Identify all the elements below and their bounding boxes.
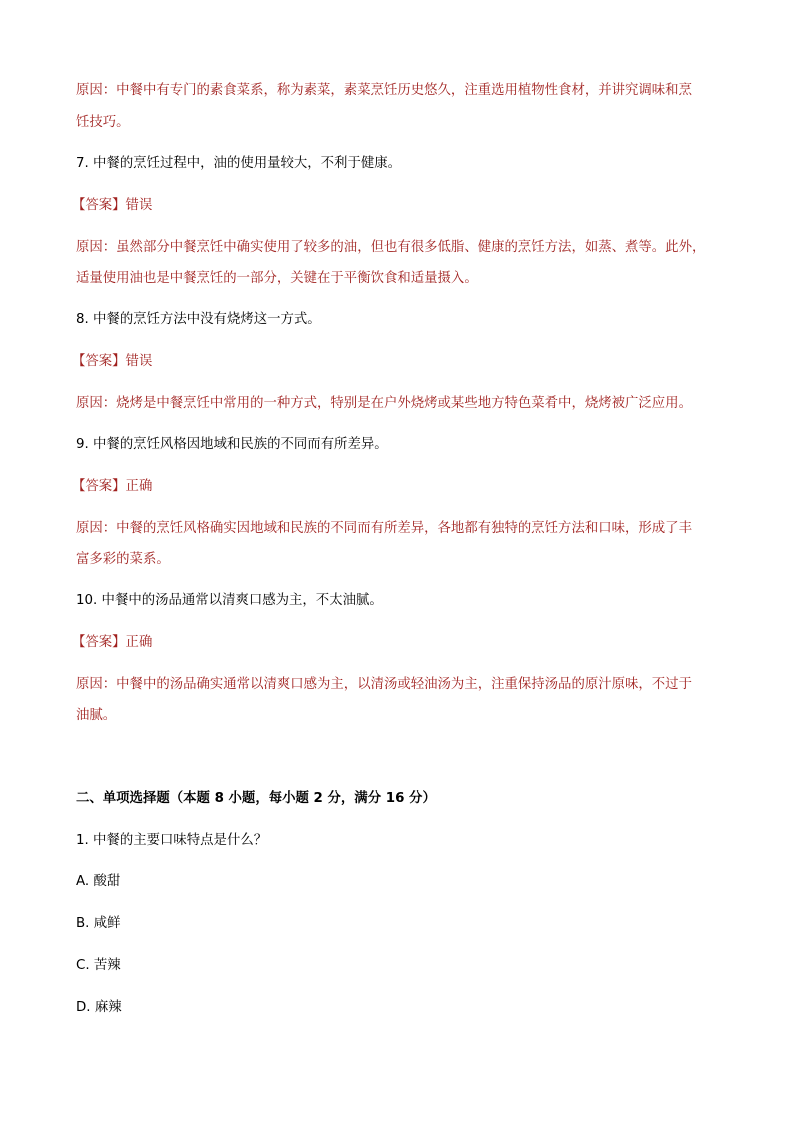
section-2-heading: 二、单项选择题（本题 8 小题，每小题 2 分，满分 16 分） [76,791,436,806]
question-8: 8. 中餐的烹饪方法中没有烧烤这一方式。 [76,312,321,327]
reason-10-line-1: 原因：中餐中的汤品确实通常以清爽口感为主，以清汤或轻油汤为主，注重保持汤品的原汁原味，不过于 [76,677,692,692]
reason-8-line-1: 原因：烧烤是中餐烹饪中常用的一种方式，特别是在户外烧烤或某些地方特色菜肴中，烧烤被广泛应用。 [76,396,692,411]
question-9: 9. 中餐的烹饪风格因地域和民族的不同而有所差异。 [76,437,388,452]
section-2-question-1: 1. 中餐的主要口味特点是什么？ [76,833,268,848]
answer-7: 【答案】错误 [72,198,153,213]
option-d: D. 麻辣 [76,1000,122,1015]
option-a: A. 酸甜 [76,874,121,889]
document-page [72,0,736,1123]
reason-6-line-1: 原因：中餐中有专门的素食菜系，称为素菜，素菜烹饪历史悠久，注重选用植物性食材，并讲究调味和烹 [76,83,692,98]
reason-6-line-2: 饪技巧。 [76,115,130,130]
answer-8: 【答案】错误 [72,354,153,369]
reason-7-line-2: 适量使用油也是中餐烹饪的一部分，关键在于平衡饮食和适量摄入。 [76,271,478,286]
answer-10: 【答案】正确 [72,635,153,650]
answer-9: 【答案】正确 [72,479,153,494]
reason-10-line-2: 油腻。 [76,708,117,723]
option-b: B. 咸鲜 [76,916,121,931]
question-7: 7. 中餐的烹饪过程中，油的使用量较大，不利于健康。 [76,156,402,171]
reason-9-line-2: 富多彩的菜系。 [76,552,170,567]
option-c: C. 苦辣 [76,958,121,973]
reason-9-line-1: 原因：中餐的烹饪风格确实因地域和民族的不同而有所差异，各地都有独特的烹饪方法和口味，形成了丰 [76,521,692,536]
reason-7-line-1: 原因：虽然部分中餐烹饪中确实使用了较多的油，但也有很多低脂、健康的烹饪方法，如蒸、煮等。此外， [76,240,706,255]
question-10: 10. 中餐中的汤品通常以清爽口感为主，不太油腻。 [76,593,383,608]
